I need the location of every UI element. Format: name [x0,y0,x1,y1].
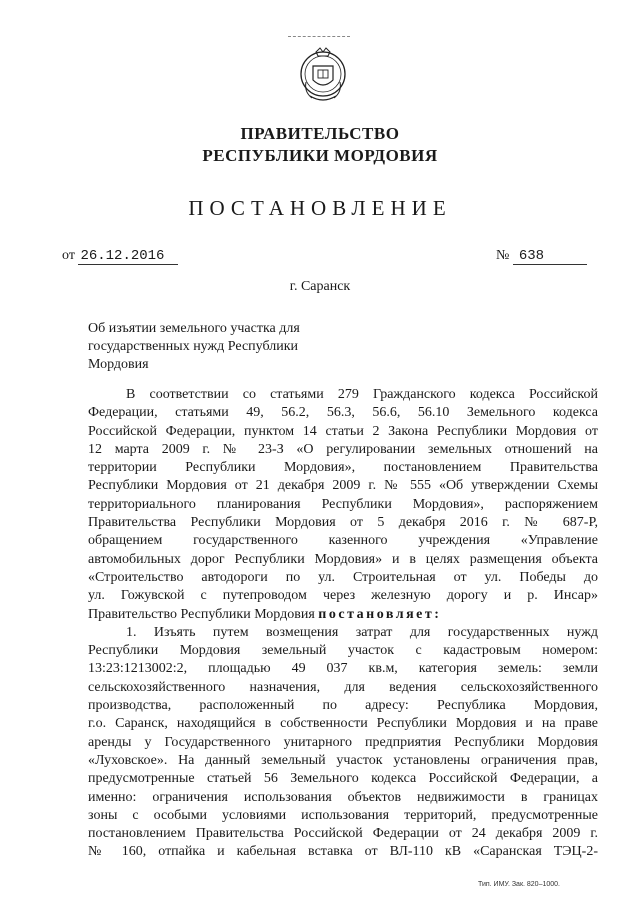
item-line: именно: ограничения использования объектов недвижимости в границах [88,789,598,805]
date-prefix: от [62,248,75,263]
body-line: территориального планирования Республики Мордовия», распоряжением [88,496,598,512]
resolves-keyword: постановляет: [318,606,442,622]
number-prefix: № [496,248,510,263]
subject-line: государственных нужд Республики [88,339,299,354]
body-line: обращением государственного казенного учреждения «Управление [88,533,598,549]
government-title-line1: ПРАВИТЕЛЬСТВО [240,124,400,143]
item-line: № 160, отпайка и кабельная вставка от ВЛ-110 кВ «Саранская ТЭЦ-2- [88,844,598,860]
subject-line: Мордовия [88,357,149,372]
item-line: «Луховское». На данный земельный участок установлены ограничения прав, [88,752,598,768]
decree-title: ПОСТАНОВЛЕНИЕ [188,196,452,220]
decree-date: 26.12.2016 [78,248,178,265]
item-line: предусмотренные статьей 56 Земельного кодекса Российской Федерации, а [88,771,598,787]
item-line: зоны с особыми условиями использования территорий, предусмотренные [88,807,598,823]
resolves-prefix: Правительство Республики Мордовия [88,606,319,622]
coat-of-arms-icon [298,44,348,106]
body-line: Правительства Республики Мордовия от 5 декабря 2016 г. № 687-Р, [88,515,598,531]
item-line: постановлением Правительства Российской Федерации от 24 декабря 2009 г. [88,826,598,842]
body-line: «Строительство автодороги по ул. Строительная от ул. Победы до [88,569,598,585]
subject-line: Об изъятии земельного участка для [88,321,300,336]
body-line: автомобильных дорог Республики Мордовия» и в целях размещения объекта [88,551,598,567]
body-line: Российской Федерации, пунктом 14 статьи 2 Закона Республики Мордовия от [88,423,598,439]
date-line [62,248,178,265]
body-line: 12 марта 2009 г. № 23-З «О регулировании земельных отношений на [88,441,598,457]
government-title-line2: РЕСПУБЛИКИ МОРДОВИЯ [202,146,438,165]
city: г. Саранск [289,279,351,294]
body-line: ул. Гожувской с путепроводом через железную дорогу и р. Инсар» [88,588,598,604]
body-line: В соответствии со статьями 279 Гражданского кодекса Российской [126,387,598,402]
item-line: 13:23:1213002:2, площадью 49 037 кв.м, категория земель: земли [88,661,598,677]
number-line [496,248,587,265]
decree-number: 638 [513,248,587,265]
decree-subject [88,320,358,374]
item-line: г.о. Саранск, находящийся в собственности Республики Мордовия и на праве [88,716,598,732]
decree-body [88,386,598,862]
print-mark: Тип. ИМУ. Зак. 820–1000. [478,881,560,888]
item-line: производства, расположенный по адресу: Республика Мордовия, [88,698,598,714]
body-line: территории Республики Мордовия», постановлением Правительства [88,460,598,476]
item-line: Республики Мордовия земельный участок с кадастровым номером: [88,643,598,659]
body-line: Республики Мордовия от 21 декабря 2009 г. № 555 «Об утверждении Схемы [88,478,598,494]
body-line: Федерации, статьями 49, 56.2, 56.3, 56.6, 56.10 Земельного кодекса [88,405,598,421]
resolves-line [88,606,598,624]
item-line: сельскохозяйственного назначения, для ведения сельскохозяйственного [88,679,598,695]
top-dash-divider [288,36,350,38]
item-line: 1. Изъять путем возмещения затрат для государственных нужд [126,624,598,640]
item-line: аренды у Государственного унитарного предприятия Республики Мордовия [88,734,598,750]
